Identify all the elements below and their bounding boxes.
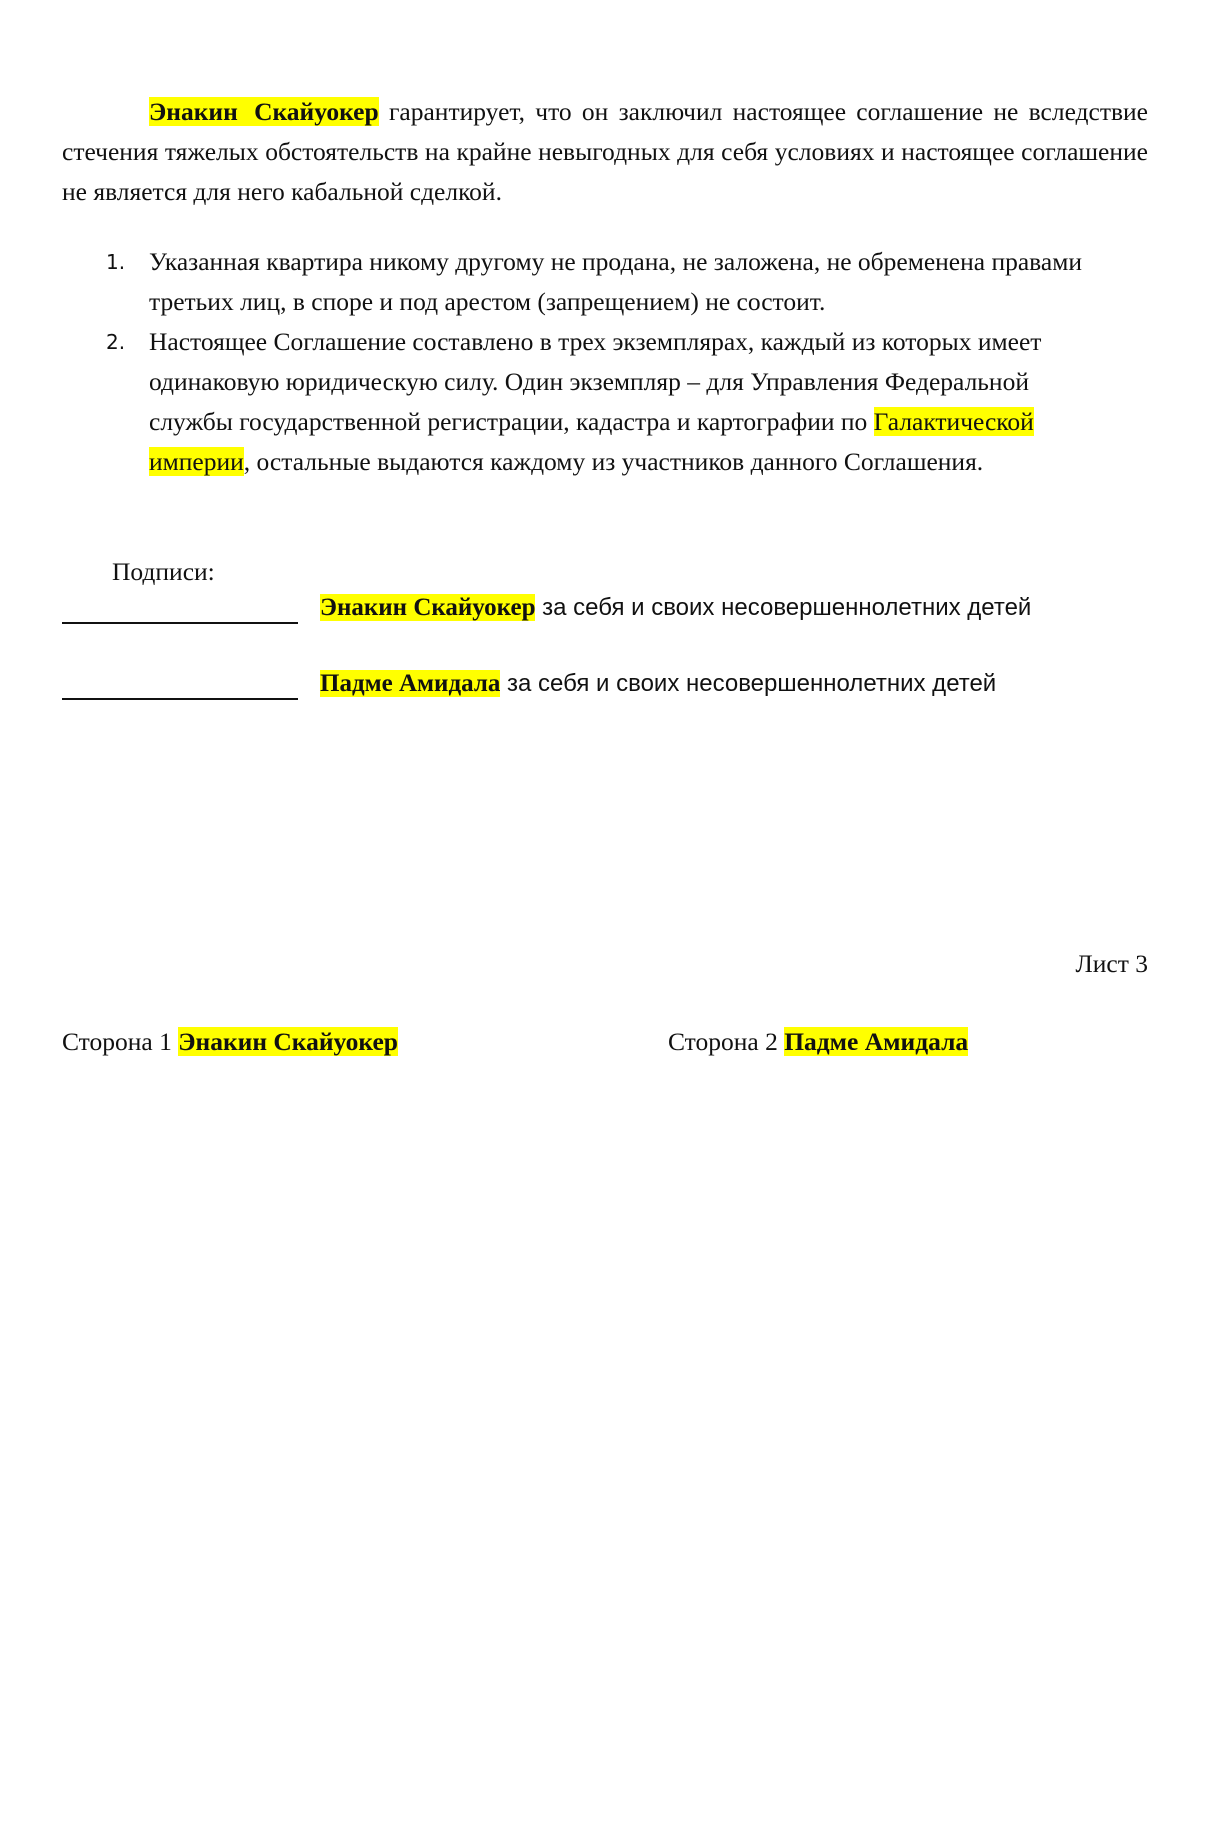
signatory-name: Падме Амидала xyxy=(320,670,501,697)
party-2-name: Падме Амидала xyxy=(784,1027,969,1056)
intro-paragraph xyxy=(62,92,1148,212)
party-name-highlight: Энакин Скайуокер xyxy=(149,97,379,126)
party-1-label: Сторона 1 xyxy=(62,1027,179,1056)
party-1-name: Энакин Скайуокер xyxy=(178,1027,398,1056)
signatures-heading: Подписи: xyxy=(112,557,215,586)
sheet-number: Лист 3 xyxy=(1075,949,1148,978)
party-1 xyxy=(62,1022,398,1062)
list-number: 1. xyxy=(106,250,126,274)
list-item-text: Указанная квартира никому другому не продана, не заложена, не обременена правами третьих лиц, в споре и под арестом (запрещением) не состоит. xyxy=(149,247,1082,316)
signatory-name: Энакин Скайуокер xyxy=(320,594,536,621)
signature-line xyxy=(62,590,298,624)
signatory-suffix: за себя и своих несовершеннолетних детей xyxy=(500,670,997,697)
list-item-text xyxy=(149,322,1102,482)
party-2-label: Сторона 2 xyxy=(668,1027,785,1056)
signature-text xyxy=(320,666,996,705)
intro-text: гарантирует, что он заключил настоящее соглашение не вследствие стечения тяжелых обстоятельств на крайне невыгодных для себя условиях и настоящее соглашение не является для него кабальной сделкой. xyxy=(62,97,1149,206)
list-item xyxy=(62,242,1102,322)
list-item-text-before: Настоящее Соглашение составлено в трех экземплярах, каждый из которых имеет одинаковую юридическую силу. Один экземпляр – для Управления Федеральной службы государственной регистрации, кадастра и картографии по xyxy=(149,327,1042,436)
signatory-suffix: за себя и своих несовершеннолетних детей xyxy=(535,594,1032,621)
signature-text xyxy=(320,590,1031,629)
party-2 xyxy=(668,1022,968,1062)
signature-line xyxy=(62,666,298,700)
list-item xyxy=(62,322,1102,482)
list-number: 2. xyxy=(106,330,126,354)
list-item-text-after: , остальные выдаются каждому из участников данного Соглашения. xyxy=(243,447,984,476)
region-highlight: Галактической империи xyxy=(149,407,1034,476)
